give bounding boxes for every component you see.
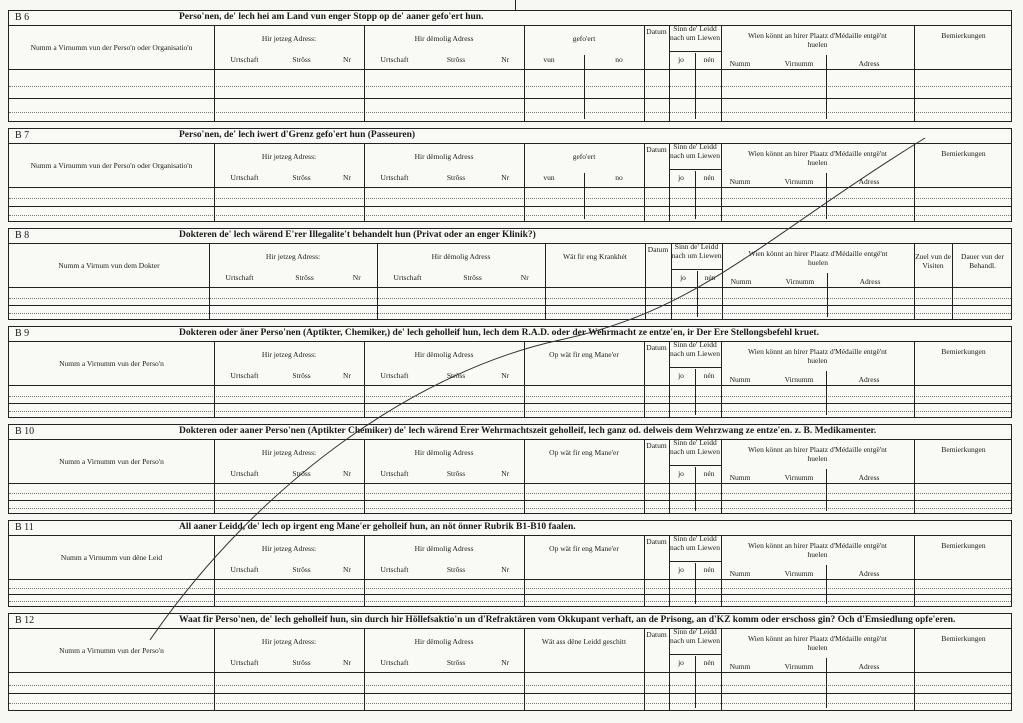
no-label: no (615, 173, 623, 182)
datum-label: Datum (646, 630, 667, 639)
bemierkungen-label: Bemierkungen (941, 541, 986, 550)
stross-label: Strôss (446, 371, 466, 380)
nr-label: Nr (343, 173, 351, 182)
medaille-header: Wien könnt an hirer Plaatz d'Médaille entgë'nt huelen (747, 149, 888, 167)
former-address-header: Hir dëmolig Adress (414, 350, 474, 359)
current-address-header: Hir jetzeg Adress: (265, 252, 321, 261)
urtschaft-label: Urtschaft (380, 658, 409, 667)
stross-label: Strôss (292, 55, 311, 64)
medaille-header: Wien könnt an hirer Plaatz d'Médaille entgë'nt huelen (747, 634, 888, 652)
virnumm-label: Virnumm (784, 569, 814, 578)
adress-label: Adress (858, 177, 880, 186)
bemierkungen-label: Bemierkungen (941, 31, 986, 40)
stross-label: Strôss (292, 565, 311, 574)
sinn-leidd-label: Sinn de' Leidd nach um Liewen (671, 242, 722, 260)
section-title: Perso'nen, de' lech iwert d'Grenz gefo'ert hun (Passeuren) (179, 130, 416, 140)
virnumm-label: Virnumm (784, 59, 814, 68)
section-code: B 12 (15, 615, 35, 626)
mid-column-label: Op wät fir eng Mane'er (549, 448, 619, 457)
current-address-header: Hir jetzeg Adress: (261, 350, 317, 359)
section-title: Dokteren oder aaner Perso'nen (Aptikter Chemiker) de' lech wärend Erer Wehrmachtszeit geholleif, lech ganz od. delweis dem Wehrzwang ze entze'en. z. B. Medikamenter. (179, 426, 877, 436)
urtschaft-label: Urtschaft (380, 469, 409, 478)
nr-label: Nr (520, 273, 529, 282)
bemierkungen-label: Bemierkungen (941, 634, 986, 643)
mid-column-label: gefo'ert (572, 152, 596, 161)
former-address-header: Hir dëmolig Adress (431, 252, 491, 261)
numm-label: Numm (730, 277, 752, 286)
first-column-label: Numm a Virnumm vun der Perso'n (59, 457, 164, 466)
urtschaft-label: Urtschaft (230, 565, 259, 574)
nen-label: nén (703, 55, 715, 64)
sinn-leidd-label: Sinn de' Leidd nach um Liewen (670, 534, 720, 552)
adress-label: Adress (858, 569, 880, 578)
first-column-label: Numm a Virnumm vun der Perso'n (59, 359, 164, 368)
no-label: no (615, 55, 623, 64)
current-address-header: Hir jetzeg Adress: (261, 448, 317, 457)
stross-label: Strôss (446, 658, 466, 667)
urtschaft-label: Urtschaft (230, 173, 259, 182)
section-title: Perso'nen, de' lech hei am Land vun enger Stopp op de' aaner gefo'ert hun. (179, 12, 484, 22)
section-title: All aaner Leidd, de' lech op irgent eng Mane'er geholleif hun, an nöt önner Rubrik B1-B10 faalen. (179, 522, 576, 532)
jo-label: jo (678, 55, 684, 64)
section-title: Dokteren de' lech wärend E'rer Illegalite't behandelt hun (Privat oder an enger Klinik?) (179, 230, 536, 240)
nr-label: Nr (343, 469, 351, 478)
sinn-leidd-label: Sinn de' Leidd nach um Liewen (670, 438, 720, 456)
mid-column-label: gefo'ert (572, 34, 596, 43)
zuel-visiten-label: Zuel vun de Visiten (915, 252, 951, 270)
numm-label: Numm (729, 662, 751, 671)
urtschaft-label: Urtschaft (380, 371, 409, 380)
datum-label: Datum (646, 441, 667, 450)
nen-label: nén (703, 565, 715, 574)
stross-label: Strôss (292, 469, 311, 478)
first-column-label: Numm a Virnumm vun dëne Leid (60, 553, 163, 562)
urtschaft-label: Urtschaft (230, 371, 259, 380)
urtschaft-label: Urtschaft (230, 469, 259, 478)
section-title: Waat fir Perso'nen, de' lech geholleif hun, sin durch hir Höllefsaktio'n un d'Refraktären vom Okkupant verhaft, an de Prisong, an d'KZ komm oder erschoss gin? Och d'Emsiedlung opfe'eren. (179, 615, 956, 625)
current-address-header: Hir jetzeg Adress: (261, 34, 317, 43)
datum-label: Datum (647, 245, 669, 254)
stross-label: Strôss (446, 565, 466, 574)
datum-label: Datum (646, 343, 667, 352)
jo-label: jo (680, 273, 686, 282)
nen-label: nén (703, 469, 715, 478)
urtschaft-label: Urtschaft (380, 55, 409, 64)
stross-label: Strôss (292, 173, 311, 182)
first-column-label: Numm a Virnumm vun der Perso'n (59, 646, 164, 655)
virnumm-label: Virnumm (784, 662, 814, 671)
jo-label: jo (678, 469, 684, 478)
section-code: B 11 (15, 522, 34, 533)
urtschaft-label: Urtschaft (380, 565, 409, 574)
numm-label: Numm (729, 177, 751, 186)
nr-label: Nr (343, 658, 351, 667)
section-code: B 8 (15, 230, 30, 241)
nr-label: Nr (343, 565, 351, 574)
former-address-header: Hir dëmolig Adress (414, 152, 474, 161)
adress-label: Adress (858, 375, 880, 384)
numm-label: Numm (729, 569, 751, 578)
dauer-behandl-label: Dauer vun der Behandl. (961, 252, 1004, 270)
bemierkungen-label: Bemierkungen (941, 445, 986, 454)
nen-label: nén (703, 173, 715, 182)
numm-label: Numm (729, 59, 751, 68)
nr-label: Nr (352, 273, 361, 282)
nen-label: nén (703, 371, 715, 380)
urtschaft-label: Urtschaft (230, 55, 259, 64)
numm-label: Numm (729, 375, 751, 384)
medaille-header: Wien könnt an hirer Plaatz d'Médaille entgë'nt huelen (747, 445, 888, 463)
former-address-header: Hir dëmolig Adress (414, 544, 474, 553)
section-code: B 7 (15, 130, 30, 141)
virnumm-label: Virnumm (784, 473, 814, 482)
datum-label: Datum (646, 145, 667, 154)
stross-label: Strôss (446, 469, 466, 478)
adress-label: Adress (858, 662, 880, 671)
jo-label: jo (678, 565, 684, 574)
stross-label: Strôss (446, 173, 466, 182)
vun-label: vun (543, 173, 555, 182)
nr-label: Nr (501, 469, 510, 478)
nen-label: nén (703, 658, 715, 667)
adress-label: Adress (858, 59, 880, 68)
former-address-header: Hir dëmolig Adress (414, 448, 474, 457)
nr-label: Nr (501, 371, 510, 380)
former-address-header: Hir dëmolig Adress (414, 34, 474, 43)
vun-label: vun (543, 55, 555, 64)
mid-column-label: Op wät fir eng Mane'er (549, 350, 619, 359)
stross-label: Strôss (463, 273, 482, 282)
datum-label: Datum (646, 537, 667, 546)
nr-label: Nr (501, 173, 510, 182)
medaille-header: Wien könnt an hirer Plaatz d'Médaille entgë'nt huelen (747, 31, 888, 49)
section-code: B 9 (15, 328, 30, 339)
medaille-header: Wien könnt an hirer Plaatz d'Médaille entgë'nt huelen (747, 541, 888, 559)
first-column-label: Numm a Virnumm vun der Perso'n oder Organisatio'n (30, 43, 193, 52)
urtschaft-label: Urtschaft (230, 658, 259, 667)
virnumm-label: Virnumm (785, 277, 815, 286)
urtschaft-label: Urtschaft (393, 273, 422, 282)
current-address-header: Hir jetzeg Adress: (261, 544, 317, 553)
numm-label: Numm (729, 473, 751, 482)
virnumm-label: Virnumm (784, 375, 814, 384)
medaille-header: Wien könnt an hirer Plaatz d'Médaille entgë'nt huelen (747, 347, 888, 365)
current-address-header: Hir jetzeg Adress: (261, 637, 317, 646)
stross-label: Strôss (292, 658, 311, 667)
bemierkungen-label: Bemierkungen (941, 149, 986, 158)
section-code: B 10 (15, 426, 35, 437)
virnumm-label: Virnumm (784, 177, 814, 186)
nr-label: Nr (343, 371, 351, 380)
jo-label: jo (678, 371, 684, 380)
section-title: Dokteren oder äner Perso'nen (Aptikter, Chemiker,) de' lech geholleif hun, lech dem R.A.D. oder der Wehrmacht ze entze'en, ir Der Ere Stellongsbefehl kruet. (179, 328, 819, 338)
jo-label: jo (678, 173, 684, 182)
datum-label: Datum (646, 27, 667, 36)
mid-column-label: Op wät fir eng Mane'er (549, 544, 619, 553)
jo-label: jo (678, 658, 684, 667)
mid-column-label: Wät fir eng Krankhét (563, 252, 627, 261)
urtschaft-label: Urtschaft (380, 173, 409, 182)
bemierkungen-label: Bemierkungen (941, 347, 986, 356)
adress-label: Adress (858, 473, 880, 482)
sinn-leidd-label: Sinn de' Leidd nach um Liewen (670, 340, 720, 358)
urtschaft-label: Urtschaft (225, 273, 254, 282)
nr-label: Nr (501, 55, 510, 64)
stross-label: Strôss (292, 371, 311, 380)
first-column-label: Numm a Virnumm vun der Perso'n oder Organisatio'n (30, 161, 193, 170)
first-column-label: Numm a Virnum vun dem Dokter (58, 261, 160, 270)
sinn-leidd-label: Sinn de' Leidd nach um Liewen (670, 142, 720, 160)
current-address-header: Hir jetzeg Adress: (261, 152, 317, 161)
nr-label: Nr (501, 565, 510, 574)
stross-label: Strôss (446, 55, 466, 64)
section-code: B 6 (15, 12, 30, 23)
mid-column-label: Wät ass dëne Leidd geschitt (541, 637, 627, 646)
nr-label: Nr (501, 658, 510, 667)
nen-label: nén (704, 273, 716, 282)
adress-label: Adress (859, 277, 881, 286)
nr-label: Nr (343, 55, 351, 64)
former-address-header: Hir dëmolig Adress (414, 637, 474, 646)
stross-label: Strôss (295, 273, 314, 282)
sinn-leidd-label: Sinn de' Leidd nach um Liewen (670, 24, 720, 42)
medaille-header: Wien könnt an hirer Plaatz d'Médaille entgë'nt huelen (748, 249, 888, 267)
sinn-leidd-label: Sinn de' Leidd nach um Liewen (670, 627, 720, 645)
